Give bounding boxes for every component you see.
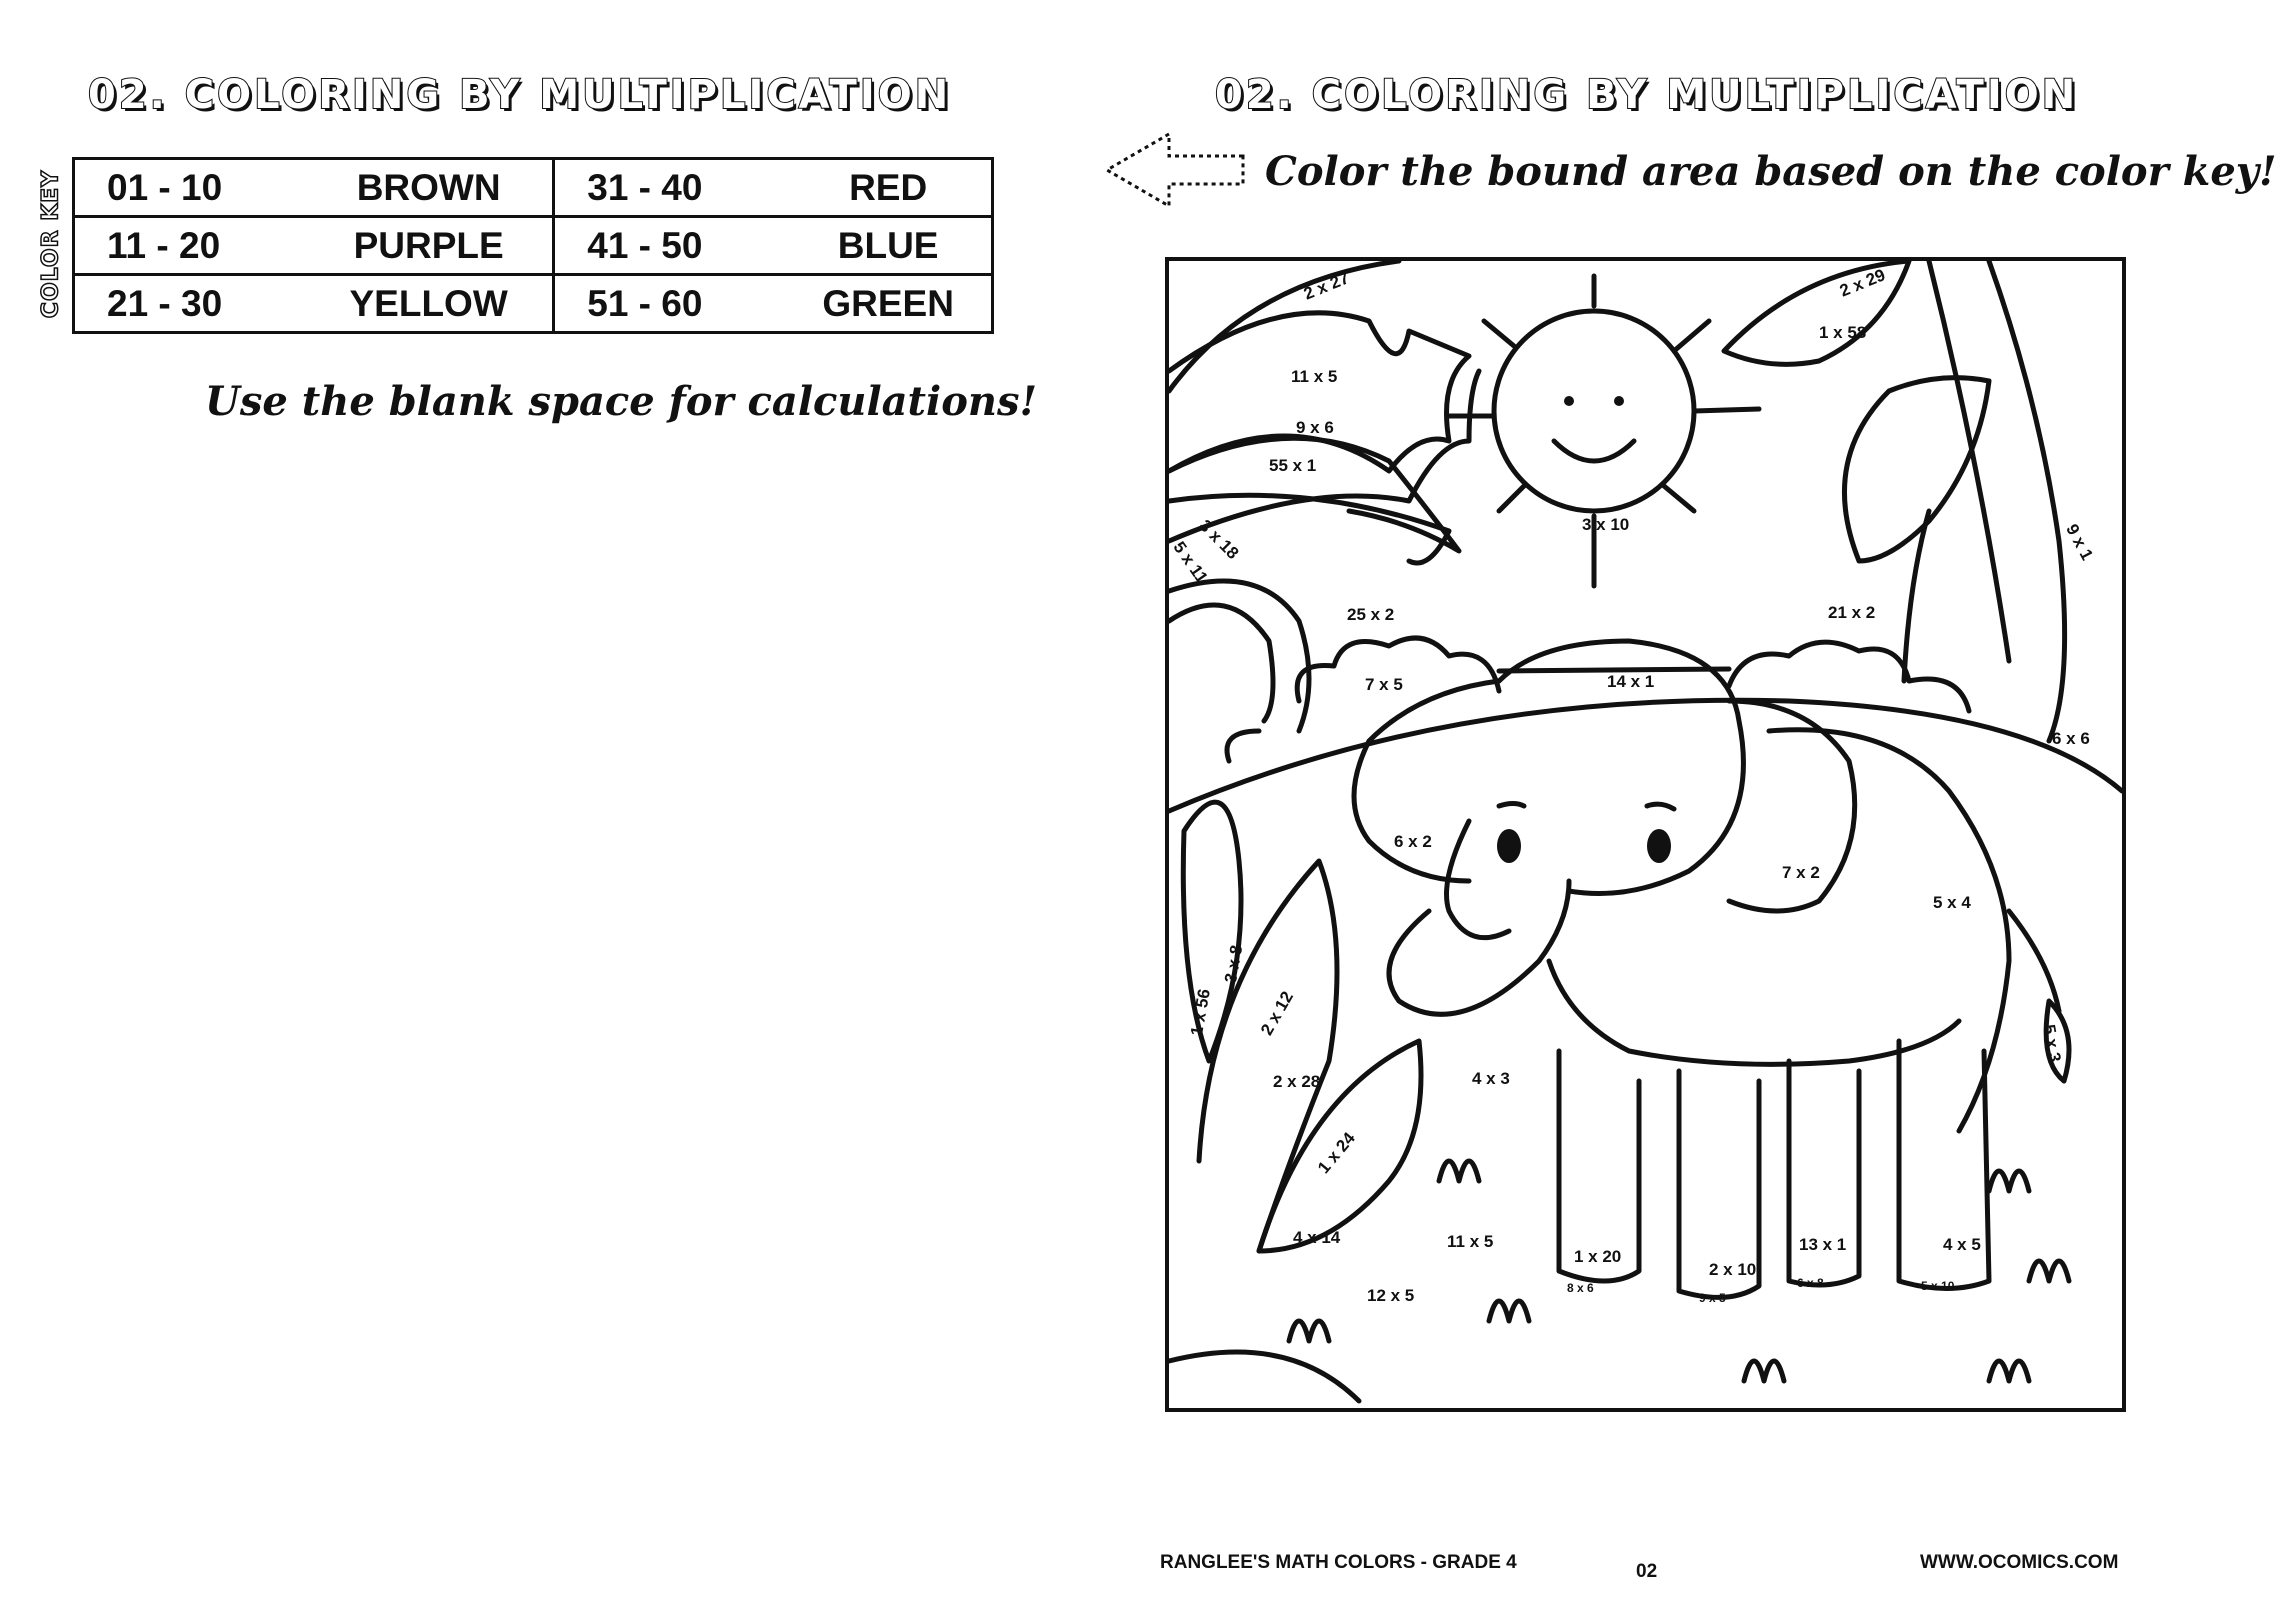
multiplication-label: 4 x 14 [1293, 1228, 1341, 1247]
key-color: RED [849, 166, 928, 208]
page-title-right: 02. COLORING BY MULTIPLICATION [1215, 72, 2079, 118]
color-key-row [74, 217, 993, 275]
color-key-tab-label: COLOR KEY [38, 169, 64, 319]
key-range: 31 - 40 [554, 159, 786, 217]
multiplication-label: 2 x 29 [1837, 265, 1888, 301]
multiplication-label: 7 x 5 [1365, 675, 1403, 694]
multiplication-label: 2 x 12 [1257, 988, 1298, 1039]
multiplication-label: 1 x 20 [1574, 1247, 1622, 1266]
multiplication-label: 9 x 6 [1296, 418, 1334, 437]
key-color: BLUE [785, 217, 992, 275]
multiplication-label: 3 x 18 [1195, 516, 1243, 563]
multiplication-label: 12 x 5 [1367, 1286, 1415, 1305]
calculation-hint: Use the blank space for calculations! [205, 378, 1038, 425]
key-range: 01 - 10 [107, 166, 223, 208]
multiplication-label: 13 x 1 [1799, 1235, 1847, 1254]
multiplication-label: 2 x 28 [1273, 1072, 1321, 1091]
key-color: YELLOW [305, 275, 554, 333]
footer-website: WWW.OCOMICS.COM [1920, 1552, 2119, 1573]
multiplication-label: 55 x 1 [1269, 456, 1317, 475]
multiplication-label: 4 x 3 [1472, 1069, 1510, 1088]
instruction-text: Color the bound area based on the color key! [1265, 148, 2277, 195]
multiplication-label: 6 x 2 [1394, 832, 1432, 851]
multiplication-label: 4 x 5 [1943, 1235, 1981, 1254]
color-key-row [74, 275, 993, 333]
multiplication-label: 6 x 6 [2052, 729, 2090, 748]
key-range: 51 - 60 [554, 275, 786, 333]
multiplication-label: 3 x 10 [1582, 515, 1630, 534]
multiplication-label: 1 x 24 [1314, 1128, 1359, 1178]
multiplication-label: 11 x 5 [1291, 367, 1338, 386]
page-number: 02 [1636, 1561, 1658, 1582]
coloring-picture [1165, 257, 2126, 1412]
multiplication-label: 21 x 2 [1828, 603, 1876, 622]
key-color: PURPLE [305, 217, 554, 275]
multiplication-label: 1 x 56 [1187, 987, 1214, 1038]
multiplication-label: 9 x 1 [2062, 521, 2097, 564]
color-key-table [72, 157, 994, 334]
multiplication-label: 5 x 11 [1169, 538, 1212, 587]
multiplication-label: 2 x 10 [1709, 1260, 1757, 1279]
multiplication-label: 14 x 1 [1607, 672, 1655, 691]
key-range: 21 - 30 [74, 275, 306, 333]
multiplication-label: 5 x 3 [2039, 1023, 2065, 1064]
key-color: GREEN [785, 275, 992, 333]
key-range: 41 - 50 [554, 217, 786, 275]
multiplication-label: 2 x 27 [1301, 268, 1352, 304]
color-key-row [74, 159, 993, 217]
footer-book-title: RANGLEE'S MATH COLORS - GRADE 4 [1160, 1552, 1517, 1573]
multiplication-label: 11 x 5 [1447, 1232, 1494, 1251]
multiplication-label: 25 x 2 [1347, 605, 1395, 624]
page-title-left: 02. COLORING BY MULTIPLICATION [88, 72, 952, 118]
multiplication-label: 6 x 8 [1797, 1276, 1824, 1290]
key-range: 11 - 20 [74, 217, 306, 275]
multiplication-label: 5 x 10 [1921, 1279, 1955, 1293]
multiplication-label: 5 x 4 [1933, 893, 1971, 912]
arrow-left-icon [1103, 128, 1245, 212]
key-color: BROWN [356, 166, 501, 208]
multiplication-label: 3 x 8 [1221, 943, 1247, 985]
multiplication-label: 9 x 5 [1699, 1291, 1726, 1305]
color-key-tab [36, 155, 66, 333]
multiplication-label: 1 x 58 [1819, 323, 1867, 342]
multiplication-label: 8 x 6 [1567, 1281, 1594, 1295]
multiplication-label: 7 x 2 [1782, 863, 1820, 882]
